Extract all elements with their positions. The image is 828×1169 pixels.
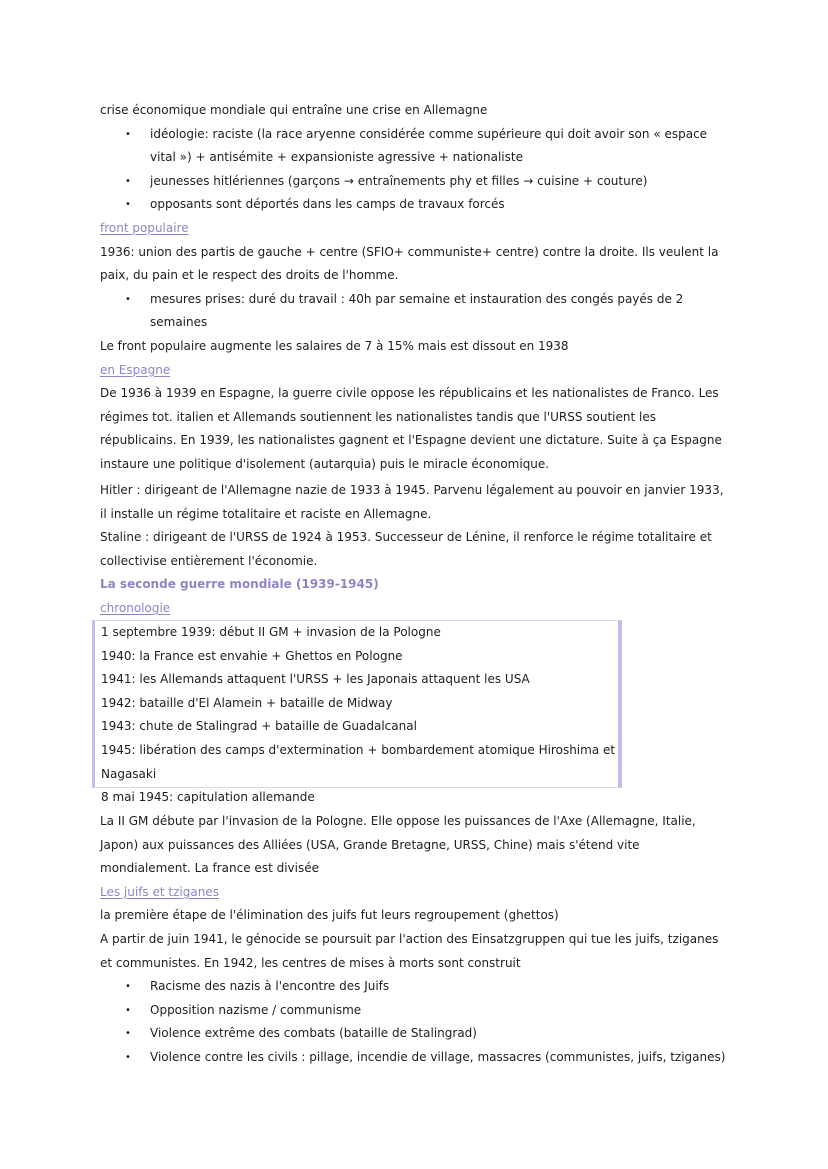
espagne-link[interactable]: en Espagne (100, 362, 171, 377)
list-item: • Violence extrême des combats (bataille de Stalingrad) (100, 1022, 730, 1046)
section-crise (100, 99, 730, 477)
chronology-entry: 1941: les Allemands attaquent l'URSS + les Japonais attaquent les USA (101, 672, 530, 687)
chronology-entry: 1942: bataille d'El Alamein + bataille de Midway (101, 695, 393, 710)
espagne-text: De 1936 à 1939 en Espagne, la guerre civile oppose les républicains et les nationalistes de Franco. Les régimes tot. italien et Allemands soutiennent les nationalistes tandis que l'URSS soutient les républicains. En 1939, les nationalistes gagnent et l'Espagne devient une dictature. Suite à ça Espagne instaure une politique d'isolement (autarquia) puis le miracle économique. (100, 386, 722, 471)
crise-intro: crise économique mondiale qui entraîne une crise en Allemagne (100, 103, 488, 117)
chronology-entry: 8 mai 1945: capitulation allemande (101, 790, 315, 805)
chronology-entry: 1 septembre 1939: début II GM + invasion de la Pologne (101, 625, 441, 639)
guerre-text: La II GM débute par l'invasion de la Pologne. Elle oppose les puissances de l'Axe (Allemagne, Italie, Japon) aux puissances des Alliées (USA, Grande Bretagne, URSS, Chine) mais s'étend vite mondialement. La france est divisée (100, 814, 696, 876)
juifs-line1: la première étape de l'élimination des juifs fut leurs regroupement (ghettos) (100, 908, 559, 923)
section-guerre (100, 810, 730, 1070)
list-item: • Opposition nazisme / communisme (100, 999, 730, 1023)
section-heading: La seconde guerre mondiale (1939-1945) (100, 577, 379, 592)
list-item: • opposants sont déportés dans les camps de travaux forcés (100, 193, 730, 217)
staline-text: Staline : dirigeant de l'URSS de 1924 à 1953. Successeur de Lénine, il renforce le régime totalitaire et collectivise entièrement l'économie. (100, 530, 712, 568)
list-item: • Racisme des nazis à l'encontre des Juifs (100, 975, 730, 999)
chronologie-link[interactable]: chronologie (100, 600, 171, 615)
list-item: • mesures prises: duré du travail : 40h par semaine et instauration des congés payés de 2 semaines (100, 288, 730, 335)
juifs-line2: A partir de juin 1941, le génocide se poursuit par l'action des Einsatzgruppen qui tue les juifs, tziganes et communistes. En 1942, les centres de mises à morts sont construit (100, 931, 719, 970)
chronology-box (92, 620, 622, 805)
section-dirigeants (100, 479, 730, 621)
front-populaire-link[interactable]: front populaire (100, 220, 189, 235)
front-populaire-text: 1936: union des partis de gauche + centre (SFIO+ communiste+ centre) contre la droite. Ils veulent la paix, du pain et le respect des droits de l'homme. (100, 244, 719, 283)
causes-list (100, 975, 730, 1069)
chronology-entry: 1945: libération des camps d'extermination + bombardement atomique Hiroshima et Nagasaki (101, 742, 616, 781)
ideologie-list (100, 123, 730, 217)
hitler-text: Hitler : dirigeant de l'Allemagne nazie de 1933 à 1945. Parvenu légalement au pouvoir en janvier 1933, il installe un régime totalitaire et raciste en Allemagne. (100, 483, 724, 521)
chronology-entry: 1943: chute de Stalingrad + bataille de Guadalcanal (101, 719, 417, 734)
juifs-link[interactable]: Les juifs et tziganes (100, 884, 219, 899)
front-populaire-conclusion: Le front populaire augmente les salaires de 7 à 15% mais est dissout en 1938 (100, 338, 569, 353)
list-item: • jeunesses hitlériennes (garçons → entraînements phy et filles → cuisine + couture) (100, 170, 730, 194)
mesures-list (100, 288, 730, 335)
chronology-entry: 1940: la France est envahie + Ghettos en Pologne (101, 648, 403, 663)
list-item: • Violence contre les civils : pillage, incendie de village, massacres (communistes, juifs, tziganes) (100, 1046, 730, 1070)
list-item: • idéologie: raciste (la race aryenne considérée comme supérieure qui doit avoir son « espace vital ») + antisémite + expansioniste agressive + nationaliste (100, 123, 730, 170)
